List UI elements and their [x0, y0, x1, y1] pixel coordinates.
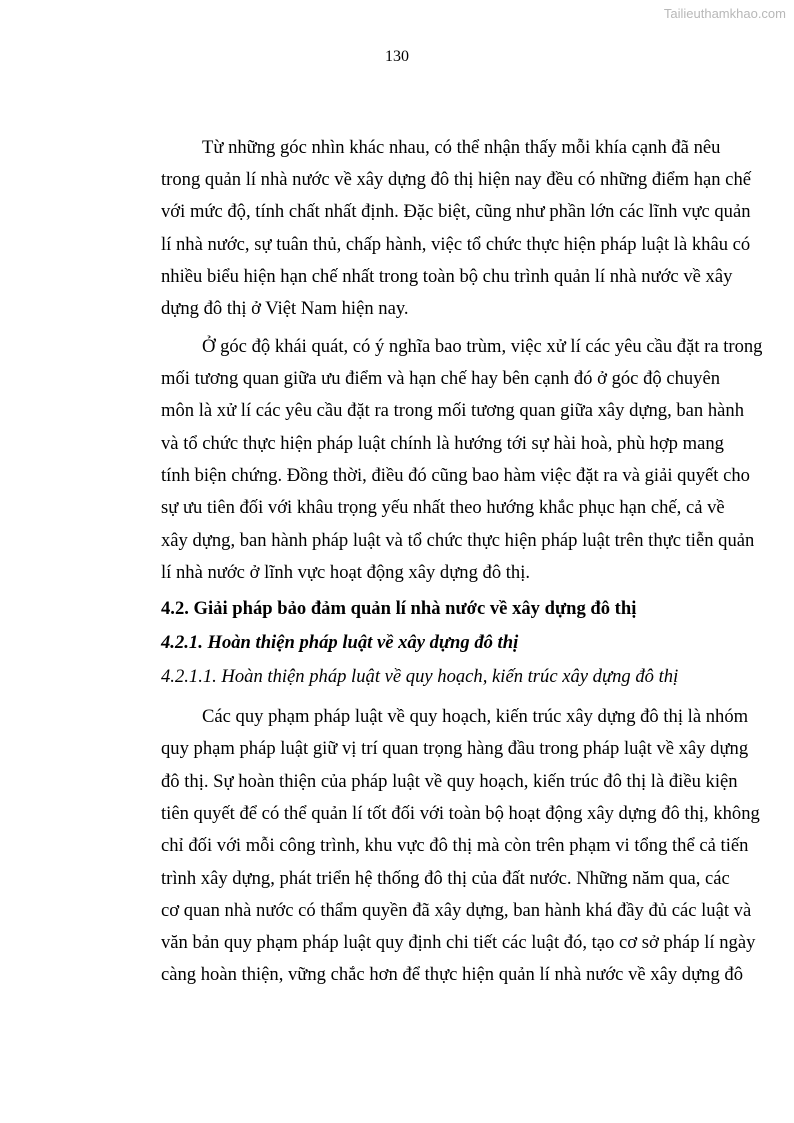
text-line: chỉ đối với mỗi công trình, khu vực đô thị mà còn trên phạm vi tổng thể cả tiến — [161, 835, 749, 856]
subsection-heading: 4.2.1. Hoàn thiện pháp luật về xây dựng đô thị — [161, 632, 519, 653]
text-line: và tổ chức thực hiện pháp luật chính là hướng tới sự hài hoà, phù hợp mang — [161, 433, 724, 454]
text-line: văn bản quy phạm pháp luật quy định chi tiết các luật đó, tạo cơ sở pháp lí ngày — [161, 932, 756, 953]
text-line: xây dựng, ban hành pháp luật và tổ chức thực hiện pháp luật trên thực tiễn quản — [161, 530, 755, 551]
text-line: tính biện chứng. Đồng thời, điều đó cũng bao hàm việc đặt ra và giải quyết cho — [161, 465, 750, 486]
section-heading: 4.2. Giải pháp bảo đảm quản lí nhà nước về xây dựng đô thị — [161, 598, 637, 619]
text-line: Từ những góc nhìn khác nhau, có thể nhận thấy mỗi khía cạnh đã nêu — [202, 137, 721, 158]
text-line: lí nhà nước ở lĩnh vực hoạt động xây dựng đô thị. — [161, 562, 531, 583]
text-line: đô thị. Sự hoàn thiện của pháp luật về quy hoạch, kiến trúc đô thị là điều kiện — [161, 771, 738, 792]
text-line: môn là xử lí các yêu cầu đặt ra trong mối tương quan giữa xây dựng, ban hành — [161, 400, 745, 421]
text-line: trình xây dựng, phát triển hệ thống đô thị của đất nước. Những năm qua, các — [161, 868, 730, 889]
text-line: quy phạm pháp luật giữ vị trí quan trọng hàng đầu trong pháp luật về xây dựng — [161, 738, 749, 759]
text-line: với mức độ, tính chất nhất định. Đặc biệt, cũng như phần lớn các lĩnh vực quản — [161, 201, 751, 222]
text-line: lí nhà nước, sự tuân thủ, chấp hành, việc tổ chức thực hiện pháp luật là khâu có — [161, 234, 751, 255]
text-line: dựng đô thị ở Việt Nam hiện nay. — [161, 298, 409, 319]
text-line: mối tương quan giữa ưu điểm và hạn chế hay bên cạnh đó ở góc độ chuyên — [161, 368, 721, 389]
text-line: Các quy phạm pháp luật về quy hoạch, kiến trúc xây dựng đô thị là nhóm — [202, 706, 749, 727]
text-line: nhiều biểu hiện hạn chế nhất trong toàn bộ chu trình quản lí nhà nước về xây — [161, 266, 733, 287]
subsubsection-heading: 4.2.1.1. Hoàn thiện pháp luật về quy hoạch, kiến trúc xây dựng đô thị — [161, 666, 679, 687]
watermark: Tailieuthamkhao.com — [663, 6, 786, 21]
page-number: 130 — [385, 48, 409, 65]
text-line: Ở góc độ khái quát, có ý nghĩa bao trùm, việc xử lí các yêu cầu đặt ra trong — [202, 336, 763, 357]
text-line: trong quản lí nhà nước về xây dựng đô thị hiện nay đều có những điểm hạn chế — [161, 169, 751, 190]
text-line: sự ưu tiên đối với khâu trọng yếu nhất theo hướng khắc phục hạn chế, cả về — [161, 497, 725, 518]
text-line: càng hoàn thiện, vững chắc hơn để thực hiện quản lí nhà nước về xây dựng đô — [161, 964, 743, 985]
text-line: cơ quan nhà nước có thẩm quyền đã xây dựng, ban hành khá đầy đủ các luật và — [161, 900, 752, 921]
text-line: tiên quyết để có thể quản lí tốt đối với toàn bộ hoạt động xây dựng đô thị, không — [161, 803, 760, 824]
